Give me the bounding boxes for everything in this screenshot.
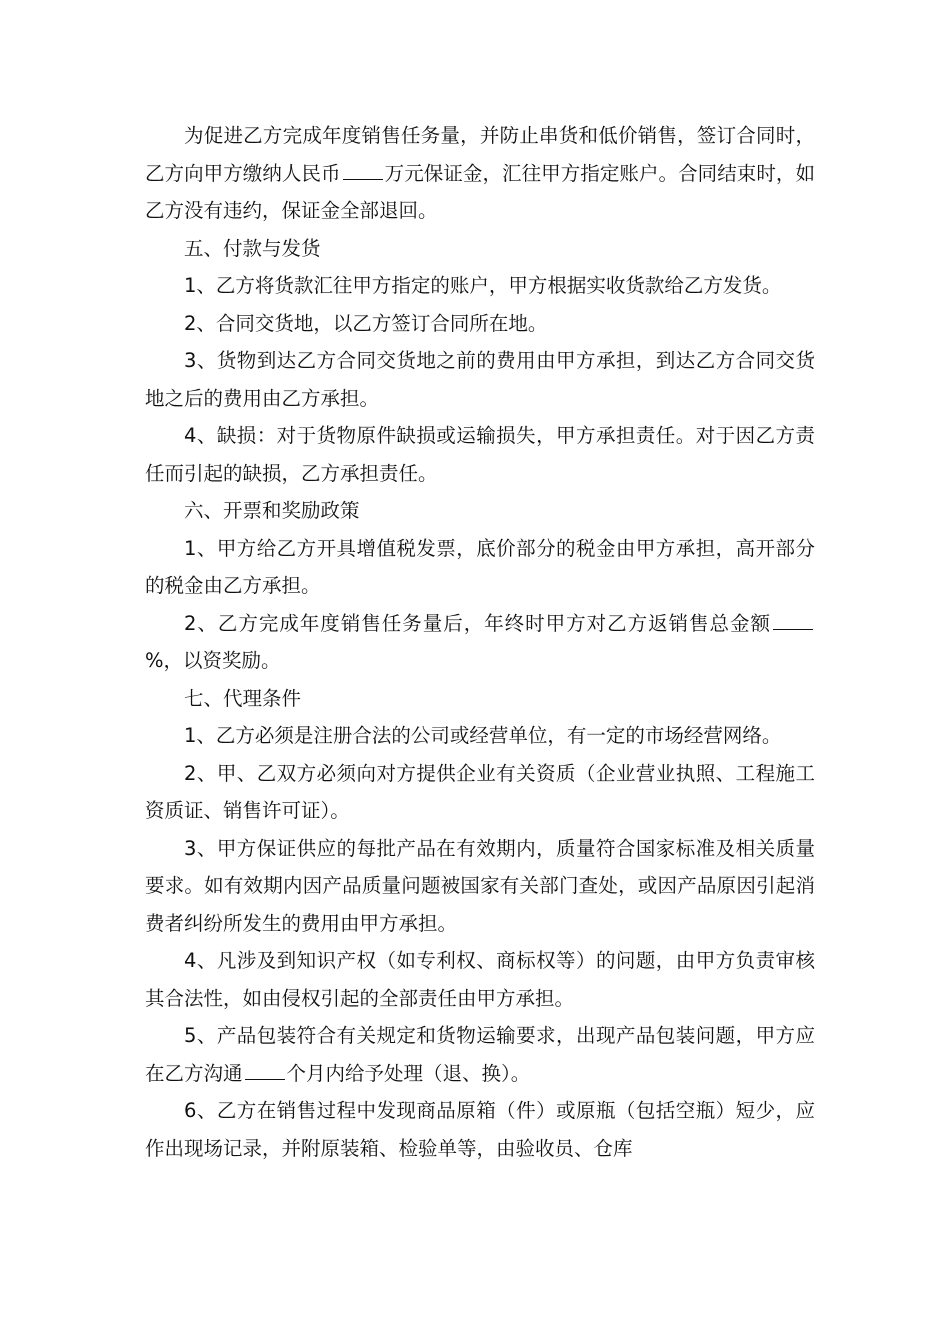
paragraph-text: 1、甲方给乙方开具增值税发票，底价部分的税金由甲方承担，高开部分的税金由乙方承担。 — [145, 536, 815, 597]
paragraph-text: 2、乙方完成年度销售任务量后，年终时甲方对乙方返销售总金额 — [184, 611, 771, 635]
fill-in-blank — [343, 159, 383, 180]
paragraph-text: %，以资奖励。 — [145, 649, 281, 672]
paragraph-text: 5、产品包装符合有关规定和货物运输要求，出现产品包装问题，甲方应在乙方沟通 — [145, 1024, 815, 1085]
paragraph-text: 2、甲、乙双方必须向对方提供企业有关资质（企业营业执照、工程施工资质证、销售许可证）。 — [145, 761, 815, 822]
paragraph — [145, 830, 815, 943]
paragraph-text: 6、乙方在销售过程中发现商品原箱（件）或原瓶（包括空瓶）短少，应作出现场记录，并附原装箱、检验单等，由验收员、仓库 — [145, 1099, 815, 1160]
paragraph-text: 4、凡涉及到知识产权（如专利权、商标权等）的问题，由甲方负责审核其合法性，如由侵权引起的全部责任由甲方承担。 — [145, 949, 815, 1010]
paragraph-text: 六、开票和奖励政策 — [184, 499, 360, 522]
paragraph — [145, 342, 815, 417]
paragraph-text: 1、乙方将货款汇往甲方指定的账户，甲方根据实收货款给乙方发货。 — [184, 274, 782, 297]
paragraph — [145, 942, 815, 1017]
fill-in-blank — [773, 609, 813, 630]
fill-in-blank — [245, 1059, 285, 1080]
paragraph — [145, 717, 815, 755]
paragraph-text: 3、甲方保证供应的每批产品在有效期内，质量符合国家标准及相关质量要求。如有效期内因产品质量问题被国家有关部门查处，或因产品原因引起消费者纠纷所发生的费用由甲方承担。 — [145, 836, 815, 935]
paragraph-text: 万元保证金，汇往甲方指定账户。合同结束时，如乙方没有违约，保证金全部退回。 — [145, 161, 815, 222]
document-body — [145, 117, 815, 1167]
paragraph-text: 为促进乙方完成年度销售任务量，并防止串货和低价销售，签订合同时，乙方向甲方缴纳人民币 — [145, 124, 815, 185]
paragraph — [145, 1017, 815, 1092]
paragraph-text: 2、合同交货地，以乙方签订合同所在地。 — [184, 311, 548, 335]
paragraph — [145, 117, 815, 230]
section-heading — [145, 492, 815, 530]
paragraph — [145, 417, 815, 492]
paragraph-text: 4、缺损：对于货物原件缺损或运输损失，甲方承担责任。对于因乙方责任而引起的缺损，乙方承担责任。 — [145, 424, 815, 485]
paragraph-text: 3、货物到达乙方合同交货地之前的费用由甲方承担，到达乙方合同交货地之后的费用由乙方承担。 — [145, 349, 815, 410]
paragraph — [145, 530, 815, 605]
paragraph — [145, 267, 815, 305]
paragraph-text: 七、代理条件 — [184, 686, 302, 710]
paragraph-text: 五、付款与发货 — [184, 236, 321, 260]
section-heading — [145, 230, 815, 268]
section-heading — [145, 680, 815, 718]
paragraph — [145, 305, 815, 343]
paragraph-text: 1、乙方必须是注册合法的公司或经营单位，有一定的市场经营网络。 — [184, 724, 782, 747]
paragraph — [145, 1092, 815, 1167]
paragraph-text: 个月内给予处理（退、换）。 — [286, 1061, 531, 1085]
paragraph — [145, 605, 815, 680]
paragraph — [145, 755, 815, 830]
